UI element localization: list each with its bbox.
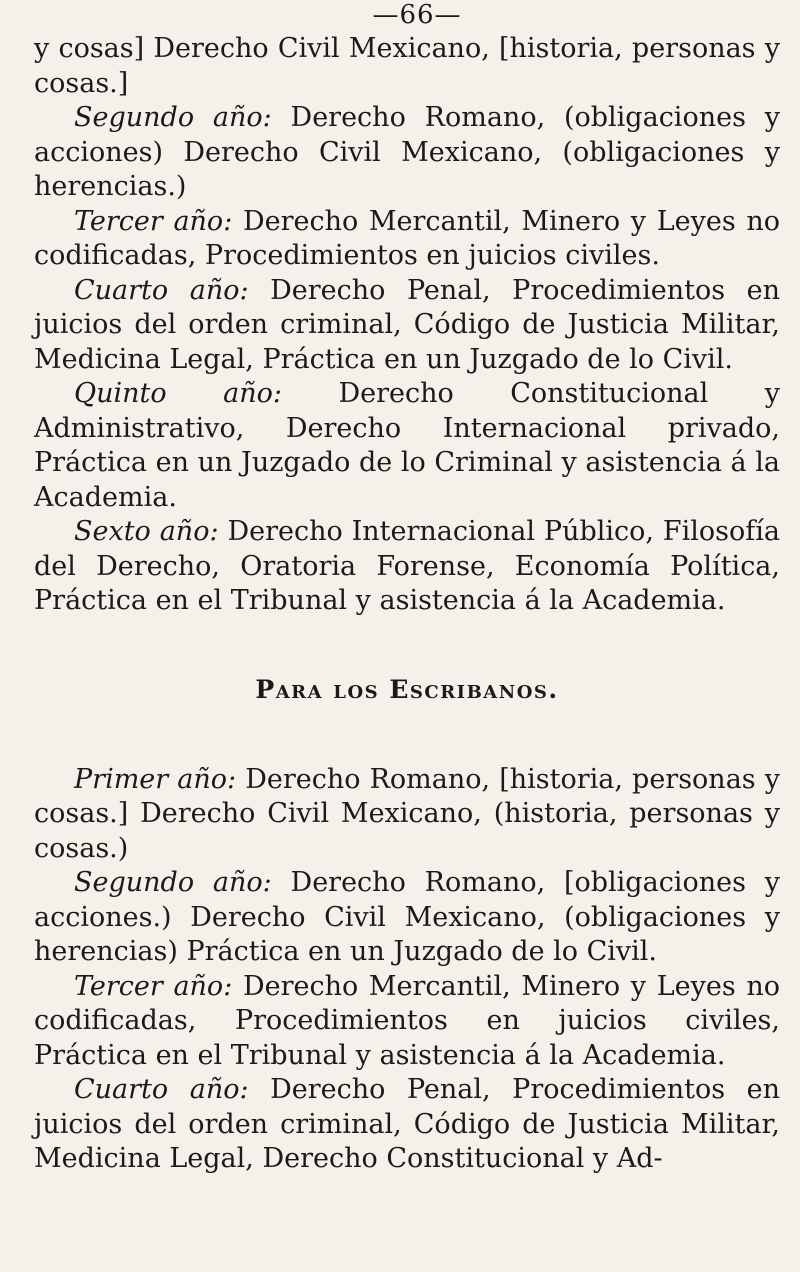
year-label: Tercer año: bbox=[74, 970, 233, 1002]
paragraph-text: Derecho Penal, Procedimientos en juicios del orden criminal, Código de Justicia Militar, Medicina Legal, Derecho Constitucional y Ad- bbox=[34, 1074, 781, 1174]
section-abogados bbox=[34, 32, 780, 619]
continuation-paragraph: y cosas] Derecho Civil Mexicano, [historia, personas y cosas.] bbox=[34, 33, 780, 99]
paragraph-segundo-ano bbox=[34, 101, 780, 205]
paragraph-text: Derecho Mercantil, Minero y Leyes no codificadas, Procedimientos en juicios civiles, Práctica en el Tribunal y asistencia á la Academia. bbox=[34, 970, 780, 1071]
paragraph-primer-ano bbox=[34, 763, 780, 867]
paragraph-text: Derecho Constitucional y Administrativo, Derecho Internacional privado, Práctica en un Juzgado de lo Criminal y asistencia á la Academia. bbox=[34, 378, 780, 513]
paragraph-text: Derecho Romano, [historia, personas y cosas.] Derecho Civil Mexicano, (historia, personas y cosas.) bbox=[34, 763, 780, 864]
paragraph-sexto-ano bbox=[34, 515, 780, 619]
year-label: Cuarto año: bbox=[74, 1074, 249, 1105]
paragraph-tercer-ano bbox=[34, 970, 780, 1074]
year-label: Sexto año: bbox=[74, 516, 219, 547]
paragraph-text: Derecho Mercantil, Minero y Leyes no codificadas, Procedimientos en juicios civiles. bbox=[34, 205, 780, 271]
paragraph-segundo-ano bbox=[34, 866, 780, 970]
paragraph-text: Derecho Penal, Procedimientos en juicios del orden criminal, Código de Justicia Militar, Medicina Legal, Práctica en un Juzgado de lo Civil. bbox=[34, 274, 781, 375]
paragraph-quinto-ano bbox=[34, 377, 780, 515]
year-label: Primer año: bbox=[74, 763, 237, 795]
paragraph-tercer-ano bbox=[34, 205, 780, 274]
section-heading-escribanos bbox=[34, 675, 780, 705]
year-label: Quinto año: bbox=[74, 378, 282, 409]
paragraph-text: Derecho Romano, [obligaciones y acciones.) Derecho Civil Mexicano, (obligaciones y herencias) Práctica en un Juzgado de lo Civil. bbox=[34, 867, 780, 967]
year-label: Segundo año: bbox=[74, 867, 272, 898]
paragraph-cuarto-ano bbox=[34, 274, 780, 378]
paragraph-text: Derecho Internacional Público, Filosofía del Derecho, Oratoria Forense, Economía Política, Práctica en el Tribunal y asistencia á la Academia. bbox=[34, 516, 780, 616]
year-label: Cuarto año: bbox=[74, 274, 249, 306]
year-label: Tercer año: bbox=[74, 205, 233, 237]
paragraph-cuarto-ano bbox=[34, 1073, 780, 1177]
year-label: Segundo año: bbox=[74, 102, 272, 133]
page-number: —66— bbox=[372, 0, 462, 30]
paragraph-text: Derecho Romano, (obligaciones y acciones) Derecho Civil Mexicano, (obligaciones y herencias.) bbox=[34, 102, 780, 202]
heading-text: Para los Escribanos. bbox=[255, 674, 559, 704]
section-escribanos bbox=[34, 763, 780, 1177]
